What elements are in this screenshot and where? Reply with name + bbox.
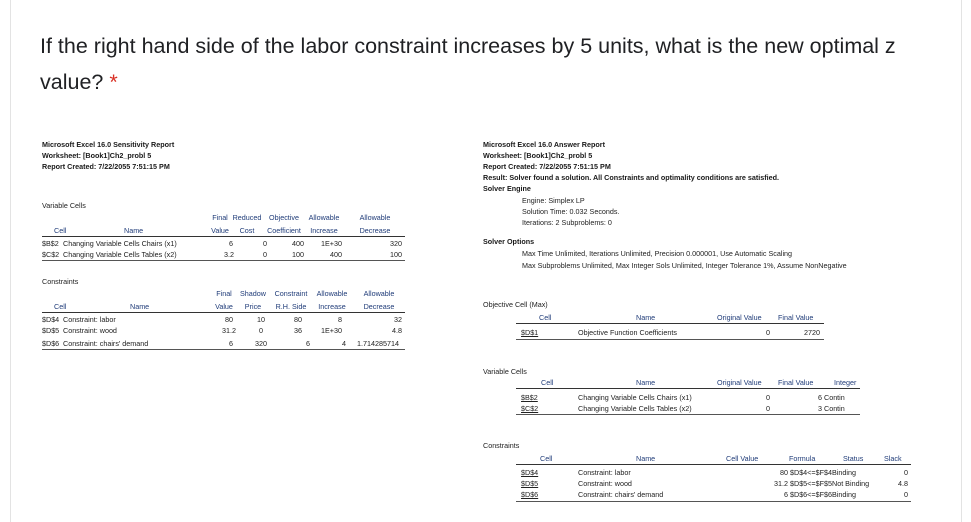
cell-value: 8 [338, 315, 342, 324]
cell-value: 32 [394, 315, 402, 324]
cell-value: 0 [904, 490, 908, 499]
cell-ref: $D$4 [42, 315, 60, 324]
ans-objective-title: Objective Cell (Max) [483, 300, 548, 309]
cell-value: 100 [292, 250, 304, 259]
cell-ref: $C$2 [42, 250, 60, 259]
col-header: Name [636, 378, 656, 387]
ans-engine-line: Engine: Simplex LP [522, 196, 585, 205]
cell-name: Constraint: wood [63, 326, 117, 335]
divider [516, 464, 911, 465]
cell-name: Constraint: chairs' demand [578, 490, 664, 499]
col-header: Allowable [308, 213, 340, 222]
cell-value: 6 [306, 339, 310, 348]
ans-options-line: Max Time Unlimited, Iterations Unlimited, Precision 0.000001, Use Automatic Scaling [522, 249, 793, 258]
ans-header-line: Microsoft Excel 16.0 Answer Report [483, 140, 605, 149]
cell-value: 4.8 [392, 326, 402, 335]
col-header: Allowable [316, 289, 348, 298]
col-header: Cell [54, 226, 67, 235]
cell-value: 1E+30 [321, 239, 342, 248]
ans-options-line: Max Subproblems Unlimited, Max Integer Sols Unlimited, Integer Tolerance 1%, Assume NonNegative [522, 261, 847, 270]
ans-options-title: Solver Options [483, 237, 535, 246]
col-header: Increase [318, 302, 346, 311]
col-header: Objective [269, 213, 299, 222]
cell-value: $D$6<=$F$6 [790, 490, 832, 499]
col-header: Name [130, 302, 150, 311]
cell-ref: $D$6 [521, 490, 539, 499]
divider [516, 323, 824, 324]
cell-ref: $D$1 [521, 328, 539, 337]
sens-variable-cells-title: Variable Cells [42, 201, 86, 210]
col-header: Cell [540, 454, 553, 463]
cell-value: 1E+30 [321, 326, 342, 335]
cell-value: 400 [330, 250, 342, 259]
ans-engine-line: Solution Time: 0.032 Seconds. [522, 207, 620, 216]
cell-name: Objective Function Coefficients [578, 328, 677, 337]
cell-ref: $B$2 [42, 239, 59, 248]
col-header: Integer [834, 378, 857, 387]
cell-value: 2720 [804, 328, 820, 337]
cell-value: 3.2 [224, 250, 234, 259]
divider [516, 501, 911, 502]
cell-value: 4.8 [898, 479, 908, 488]
divider [516, 339, 824, 340]
col-header: Status [843, 454, 864, 463]
cell-value: 36 [294, 326, 302, 335]
cell-value: 6 [818, 393, 822, 402]
col-header: Cell [54, 302, 67, 311]
cell-ref: $D$6 [42, 339, 60, 348]
ans-result-line: Result: Solver found a solution. All Constraints and optimality conditions are satisfied. [483, 173, 780, 182]
sens-constraints-title: Constraints [42, 277, 79, 286]
cell-ref: $D$5 [521, 479, 539, 488]
cell-name: Changing Variable Cells Tables (x2) [63, 250, 177, 259]
ans-constraints-title: Constraints [483, 441, 520, 450]
col-header: Original Value [717, 378, 762, 387]
col-header: Reduced [232, 213, 262, 222]
cell-value: $D$5<=$F$5 [790, 479, 832, 488]
col-header: Slack [884, 454, 902, 463]
col-header: Decrease [363, 302, 395, 311]
col-header: R.H. Side [275, 302, 307, 311]
cell-value: Not Binding [832, 479, 870, 488]
cell-value: 320 [390, 239, 402, 248]
cell-value: 1.714285714 [357, 339, 399, 348]
cell-value: $D$4<=$F$4 [790, 468, 832, 477]
col-header: Decrease [359, 226, 391, 235]
col-header: Increase [310, 226, 338, 235]
col-header: Coefficient [267, 226, 301, 235]
sens-header-line: Report Created: 7/22/2055 7:51:15 PM [42, 162, 170, 171]
col-header: Cell [541, 378, 554, 387]
cell-value: 10 [257, 315, 265, 324]
cell-value: 4 [342, 339, 346, 348]
cell-name: Changing Variable Cells Tables (x2) [578, 404, 692, 413]
cell-value: 6 [229, 239, 233, 248]
cell-ref: $B$2 [521, 393, 538, 402]
col-header: Cell [539, 313, 552, 322]
cell-value: 31.2 [222, 326, 236, 335]
cell-name: Constraint: chairs' demand [63, 339, 149, 348]
cell-name: Constraint: wood [578, 479, 632, 488]
col-header: Allowable [359, 213, 391, 222]
ans-engine-title: Solver Engine [483, 184, 531, 193]
cell-name: Constraint: labor [578, 468, 631, 477]
cell-value: 0 [263, 239, 267, 248]
cell-ref: $D$4 [521, 468, 539, 477]
cell-value: 6 [784, 490, 788, 499]
col-header: Name [636, 454, 656, 463]
cell-value: 80 [225, 315, 233, 324]
ans-header-line: Report Created: 7/22/2055 7:51:15 PM [483, 162, 611, 171]
col-header: Final [212, 213, 228, 222]
cell-value: 80 [294, 315, 302, 324]
cell-ref: $C$2 [521, 404, 539, 413]
col-header: Cell Value [726, 454, 759, 463]
cell-value: Binding [832, 490, 856, 499]
col-header: Shadow [240, 289, 266, 298]
cell-value: 320 [255, 339, 267, 348]
col-header: Value [211, 226, 229, 235]
col-header: Cost [239, 226, 255, 235]
cell-value: 0 [904, 468, 908, 477]
cell-name: Changing Variable Cells Chairs (x1) [63, 239, 177, 248]
ans-header-line: Worksheet: [Book1]Ch2_probl 5 [483, 151, 593, 160]
col-header: Allowable [363, 289, 395, 298]
cell-ref: $D$5 [42, 326, 60, 335]
cell-value: 0 [766, 404, 770, 413]
divider [516, 388, 860, 389]
cell-value: 3 [818, 404, 822, 413]
col-header: Constraint [274, 289, 308, 298]
cell-value: 0 [259, 326, 263, 335]
col-header: Name [124, 226, 144, 235]
col-header: Final Value [778, 378, 814, 387]
cell-name: Changing Variable Cells Chairs (x1) [578, 393, 692, 402]
col-header: Formula [789, 454, 816, 463]
question-text: If the right hand side of the labor constraint increases by 5 units, what is the new optimal z value? [40, 34, 896, 94]
cell-value: 400 [292, 239, 304, 248]
col-header: Value [215, 302, 233, 311]
cell-value: 80 [780, 468, 788, 477]
cell-value: Contin [824, 404, 845, 413]
col-header: Price [244, 302, 262, 311]
col-header: Original Value [717, 313, 762, 322]
sens-header-line: Worksheet: [Book1]Ch2_probl 5 [42, 151, 152, 160]
col-header: Final [216, 289, 232, 298]
cell-value: 0 [766, 393, 770, 402]
ans-engine-line: Iterations: 2 Subproblems: 0 [522, 218, 612, 227]
col-header: Name [636, 313, 656, 322]
cell-value: Binding [832, 468, 856, 477]
cell-value: 100 [390, 250, 402, 259]
cell-value: 31.2 [774, 479, 788, 488]
sens-header-line: Microsoft Excel 16.0 Sensitivity Report [42, 140, 175, 149]
divider [516, 414, 860, 415]
col-header: Final Value [778, 313, 814, 322]
ans-variable-cells-title: Variable Cells [483, 367, 527, 376]
cell-name: Constraint: labor [63, 315, 116, 324]
cell-value: 0 [263, 250, 267, 259]
required-asterisk: * [109, 70, 118, 94]
cell-value: Contin [824, 393, 845, 402]
cell-value: 6 [229, 339, 233, 348]
cell-value: 0 [766, 328, 770, 337]
